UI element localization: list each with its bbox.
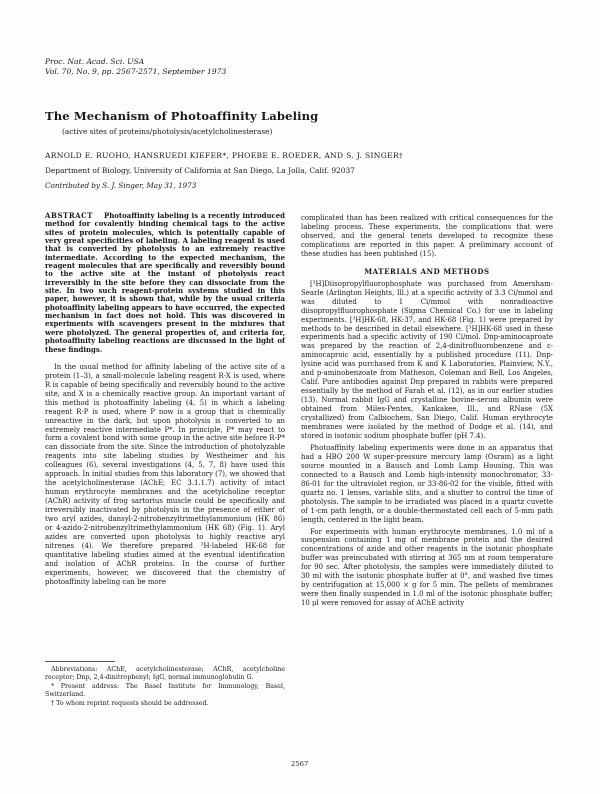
section-heading: MATERIALS AND METHODS [364, 266, 490, 276]
footnote-abbreviations: Abbreviations: AChE, acetylcholinesterase; AChR, acetylcholine receptor; Dnp, 2,4-dinitrophenyl; IgG, normal immunoglobulin G. [45, 666, 285, 682]
abstract [45, 212, 285, 354]
page-number: 2567 [291, 760, 309, 768]
article-title: The Mechanism of Photoaffinity Labeling [45, 109, 319, 123]
footnote-rule [45, 661, 115, 662]
right-column [301, 214, 553, 608]
journal-header [45, 57, 226, 77]
footnote-present-address: * Present address: The Basel Institute for Immunology, Basel, Switzerland. [45, 683, 285, 699]
journal-volume: Vol. 70, No. 9, pp. 2567-2571, September 1973 [45, 67, 227, 76]
affiliation: Department of Biology, University of California at San Diego, La Jolla, Calif. 92037 [45, 166, 355, 175]
footnote-reprint: † To whom reprint requests should be addressed. [51, 700, 209, 708]
footnotes [45, 661, 285, 709]
author-list: ARNOLD E. RUOHO, HANSRUEDI KIEFER*, PHOEBE E. ROEDER, AND S. J. SINGER† [45, 151, 404, 160]
intro-paragraph: In the usual method for affinity labeling of the active site of a protein (1–3), a small-molecule labeling reagent R-X is used, where R is capable of being specifically and reversibly bound to the active site, and X is a chemically reactive group. An important variant of this method is photoaffinity labeling (4, 5) in which a labeling reagent R-P is used, where P now is a group that is chemically unreactive in the dark, but upon photolysis is converted to an extremely reactive intermediate P*. In principle, P* may react to form a covalent bond with some group in the active site before R-P* can dissociate from the site. Since the introduction of photolyzable reagents into site labeling studies by Westheimer and his colleagues (6), several investigations (4, 5, 7, 8) have used this approach. In initial studies from this laboratory (7), we showed that the acetylcholinesterase (AChE; EC 3.1.1.7) activity of intact human erythrocyte membranes and the acetylcholine receptor (AChR) activity of frog sartorius muscle could be specifically and irreversibly inactivated by photolysis in the presence of either of two aryl azides, dansyl-2-nitrobenzyltrimethylammonium (HK 86) or 4-azido-2-nitrobenzyltrimethylammonium (HK 68) (Fig. 1). Aryl azides are converted upon photolysis to highly reactive aryl nitrenes (4). We therefore prepared ³H-labeled HK-68 for quantitative labeling studies aimed at the eventual identification and isolation of AChR proteins. In the course of further experiments, however, we discovered that the chemistry of photoaffinity labeling can be more [45, 362, 285, 586]
contributed-line: Contributed by S. J. Singer, May 31, 1973 [45, 181, 197, 190]
article-subtitle: (active sites of proteins/photolysis/acetylcholinesterase) [62, 127, 273, 136]
methods-paragraph-1: [³H]Diisopropylfluorophosphate was purchased from Amersham-Searle (Arlington Heights, Ill.) at a specific activity of 3.3 Ci/mmol and was diluted to 1 Ci/mmol with nonradioactive diisopropylfluorophosphate (Sigma Chemical Co.) for use in labeling experiments. [³H]HK-68, HK-37, and HK-68 (Fig. 1) were prepared by methods to be described in detail elsewhere. [³H]HK-68 used in these experiments had a specific activity of 190 Ci/mol. Dnp-aminocaproate was prepared by the reaction of 2,4-dinitrofluorobenzene and ε-aminocaproic acid, essentially by a published procedure (11). Dnp-lysine acid was purchased from K and K Laboratories, Plainview, N.Y., and p-aminobenzoate from Matheson, Coleman and Bell, Los Angeles, Calif. Pure antibodies against Dnp prepared in rabbits were prepared essentially by the method of Farah et al. (12), as in our earlier studies (13). Normal rabbit IgG and crystalline bovine-serum albumin were obtained from Miles-Pentex, Kankakee, Ill., and RNase (5X crystallized) from Calbiochem, San Diego, Calif. Human erythrocyte membranes were isolated by the method of Dodge et al. (14), and stored in isotonic sodium phosphate buffer (pH 7.4). [301, 279, 553, 440]
journal-name: Proc. Nat. Acad. Sci. USA [45, 57, 145, 66]
continuation-paragraph: complicated than has been realized with critical consequences for the labeling process. These experiments, the complications that were observed, and the general tenets developed to recognize these complications are reported in this paper. A preliminary account of these studies has been published (15). [301, 214, 553, 258]
methods-paragraph-2: Photoaffinity labeling experiments were done in an apparatus that had a HBO 200 W super-pressure mercury lamp (Osram) as a light source mounted in a Bausch and Lomb Lamp Housing. This was connected to a Bausch and Lomb high-intensity monochromator, 33-86-01 for the ultraviolet region, or 33-86-02 for the visible, fitted with quartz no. 1 lenses, variable slits, and a shutter to control the time of photolysis. The sample to be irradiated was placed in a quartz cuvette of 1-cm path length, or a double-thermostated cell each of 5-mm path length, centered in the light beam. [301, 443, 553, 524]
methods-paragraph-3: For experiments with human erythrocyte membranes, 1.0 ml of a suspension containing 1 mg of membrane protein and the desired concentrations of azide and other reagents in the isotonic phosphate buffer was preincubated with stirring at 365 nm at room temperature for 90 sec. After photolysis, the samples were immediately diluted to 30 ml with the isotonic phosphate buffer at 0°, and washed five times by centrifugation at 15,000 × g for 5 min. The pellets of membranes were then finally suspended in 1.0 ml of the isotonic phosphate buffer; 10 μl were removed for assay of AChE activity [301, 527, 553, 608]
abstract-text: Photoaffinity labeling is a recently introduced method for covalently binding chemical tags to the active sites of protein molecules, which is potentially capable of very great specificities of labeling. A labeling reagent is used that is converted by photolysis to an extremely reactive intermediate. According to the expected mechanism, the reagent molecules that are specifically and reversibly bound to the active site at the instant of photolysis react irreversibly in the site before they can dissociate from the site. In two such reagent-protein systems studied in this paper, however, it is shown that, while by the usual criteria photoaffinity labeling appears to have occurred, the expected mechanism in fact does not hold. This was discovered in experiments with scavengers present in the mixtures that were photolyzed. The general properties of, and criteria for, photoaffinity labeling reactions are discussed in the light of these findings. [45, 211, 285, 354]
abstract-label: ABSTRACT [45, 211, 94, 220]
left-column [45, 212, 285, 587]
